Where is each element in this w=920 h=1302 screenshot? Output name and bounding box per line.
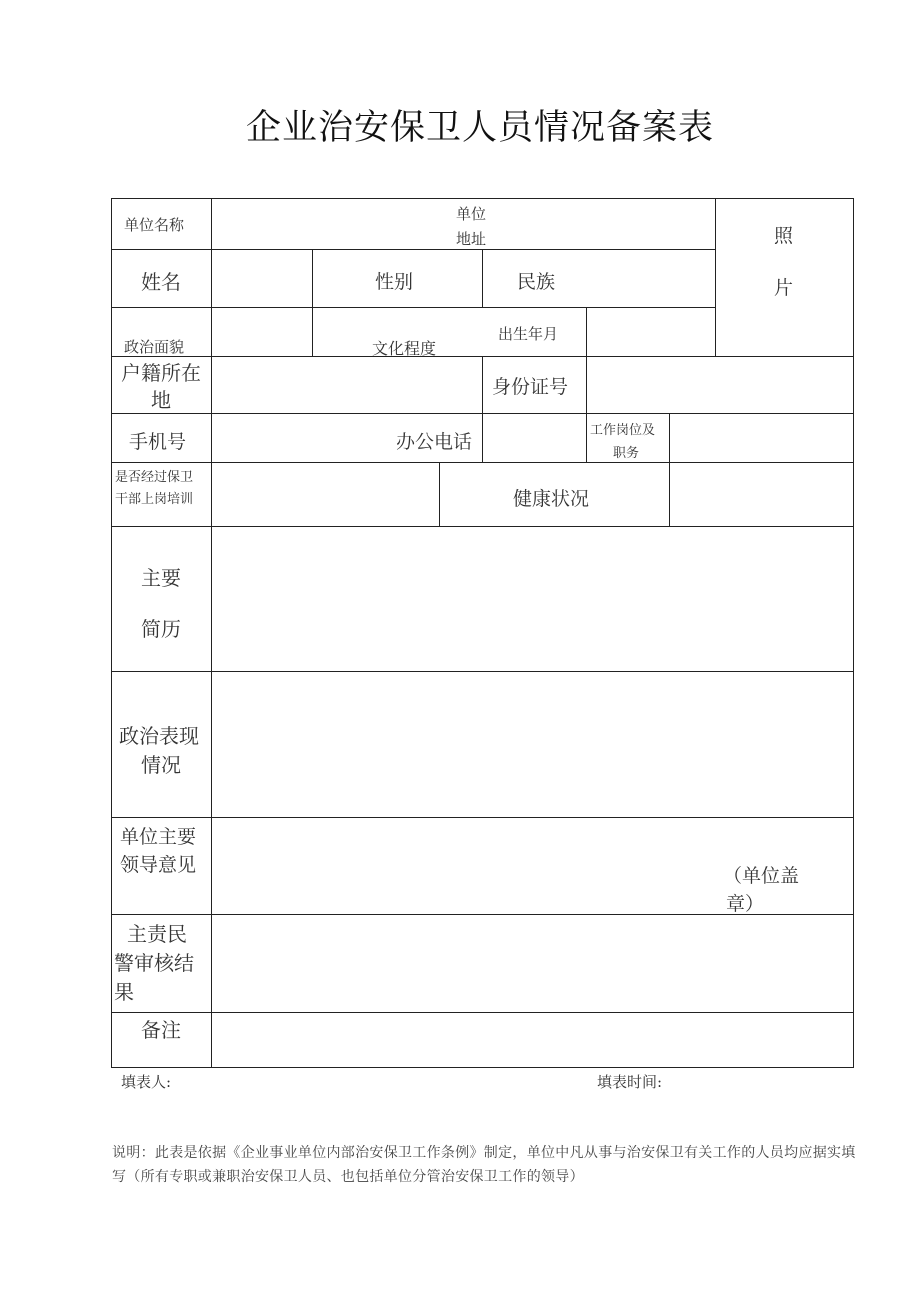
- photo-column-line: [715, 198, 716, 356]
- unit-address-label: 地址: [456, 230, 487, 248]
- fill-time-label: 填表时间:: [597, 1073, 663, 1091]
- table-border-top: [111, 198, 854, 199]
- cell-line: [586, 356, 587, 413]
- row-line: [111, 817, 854, 818]
- row-line: [111, 671, 854, 672]
- birth-label: 出生年月: [498, 325, 559, 343]
- id-number-label: 身份证号: [492, 376, 569, 398]
- household-label-line: 地: [151, 388, 171, 412]
- cell-line: [312, 249, 313, 356]
- household-label: [112, 360, 210, 414]
- household-label-line: 户籍所在: [121, 361, 201, 385]
- resume-label: 简历: [141, 617, 181, 641]
- leader-opinion-label: 单位主要: [120, 826, 197, 848]
- row-line: [111, 307, 715, 308]
- remarks-label: 备注: [141, 1018, 181, 1042]
- row-line: [111, 526, 854, 527]
- post-label: 职务: [613, 446, 640, 461]
- political-performance-label: 情况: [141, 753, 181, 777]
- police-review-label: 果: [114, 980, 134, 1004]
- cell-line: [669, 413, 670, 462]
- seal-text: （单位盖: [723, 865, 800, 887]
- post-label: 工作岗位及: [590, 423, 656, 438]
- name-label: 姓名: [141, 270, 181, 294]
- unit-name-label: 单位名称: [124, 216, 185, 234]
- cell-line: [586, 413, 587, 462]
- table-border-bottom: [111, 1067, 854, 1068]
- leader-opinion-label: 领导意见: [120, 854, 197, 876]
- label-column-line: [211, 198, 212, 1068]
- training-label: 干部上岗培训: [115, 492, 194, 507]
- explanation-note: 说明：此表是依据《企业事业单位内部治安保卫工作条例》制定，单位中凡从事与治安保卫有关工作的人员均应据实填写（所有专职或兼职治安保卫人员、也包括单位分管治安保卫工作的领导）: [112, 1145, 856, 1185]
- police-review-label: 主责民: [127, 922, 187, 946]
- table-border-left: [111, 198, 112, 1068]
- health-label: 健康状况: [513, 488, 590, 510]
- filler-label: 填表人:: [121, 1073, 172, 1091]
- office-phone-label: 办公电话: [396, 431, 473, 453]
- resume-label: 主要: [141, 566, 181, 590]
- police-review-label: 警审核结: [114, 951, 194, 975]
- photo-label: 片: [774, 277, 794, 299]
- row-line: [111, 462, 854, 463]
- cell-line: [482, 413, 483, 462]
- row-line: [111, 249, 715, 250]
- political-performance-label: 政治表现: [119, 724, 199, 748]
- cell-line: [482, 249, 483, 307]
- table-border-right: [853, 198, 854, 1068]
- cell-line: [439, 462, 440, 526]
- cell-line: [482, 356, 483, 413]
- photo-label: 照: [774, 225, 794, 247]
- political-status-label: 政治面貌: [124, 338, 185, 356]
- training-label: 是否经过保卫: [115, 470, 194, 485]
- gender-label: 性别: [375, 271, 414, 293]
- education-label: 文化程度: [372, 339, 437, 358]
- cell-line: [586, 307, 587, 356]
- mobile-label: 手机号: [129, 431, 187, 453]
- unit-address-label: 单位: [456, 205, 487, 223]
- ethnicity-label: 民族: [517, 271, 556, 293]
- seal-text: 章）: [726, 893, 765, 915]
- row-line: [111, 1012, 854, 1013]
- cell-line: [669, 462, 670, 526]
- page-title: 企业治安保卫人员情况备案表: [245, 108, 714, 148]
